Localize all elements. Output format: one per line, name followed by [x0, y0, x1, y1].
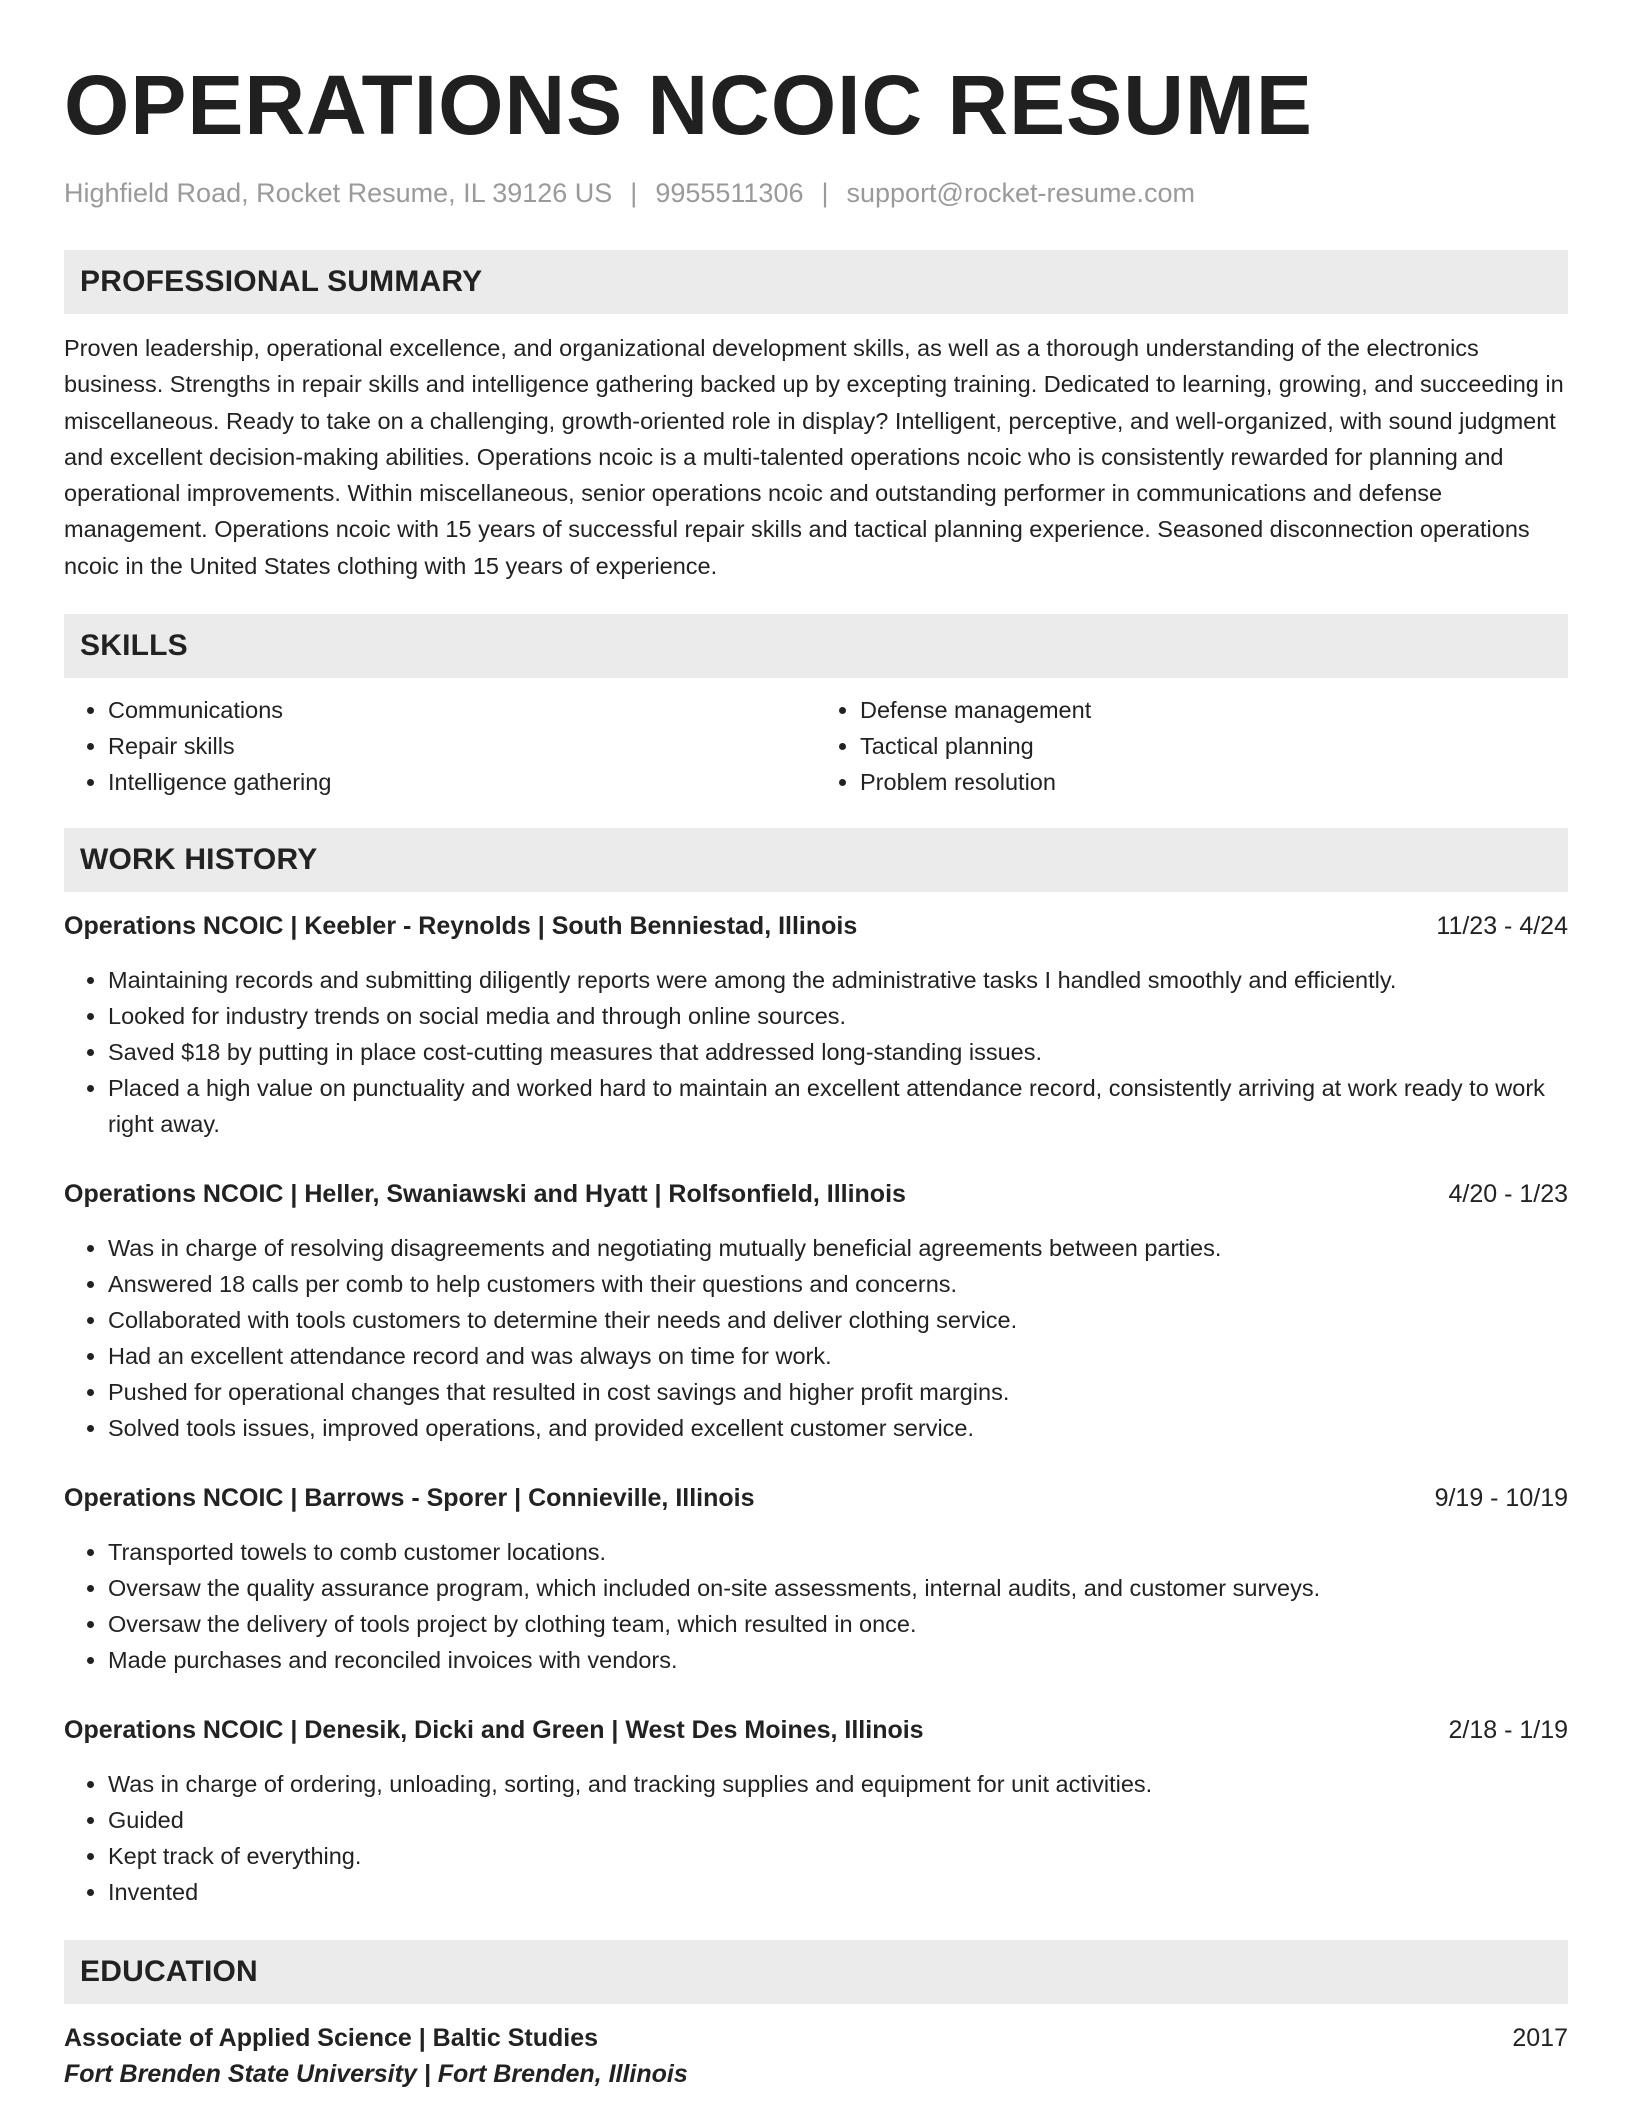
skill-item: • Intelligence gathering — [108, 764, 816, 800]
education-entry — [64, 2020, 1568, 2092]
job-bullet: • Was in charge of ordering, unloading, sorting, and tracking supplies and equipment for unit activities. — [108, 1766, 1568, 1802]
job-bullet: • Was in charge of resolving disagreements and negotiating mutually beneficial agreements between parties. — [108, 1230, 1568, 1266]
job-title: Operations NCOIC | Keebler - Reynolds | South Benniestad, Illinois — [64, 912, 858, 941]
job-header — [64, 908, 1568, 944]
job-bullets — [64, 1534, 1568, 1678]
contact-phone: 9955511306 — [655, 178, 804, 208]
job-bullet: • Placed a high value on punctuality and worked hard to maintain an excellent attendance record, consistently arriving at work ready to work right away. — [108, 1070, 1568, 1142]
job-bullet: • Saved $18 by putting in place cost-cutting measures that addressed long-standing issues. — [108, 1034, 1568, 1070]
job-dates: 4/20 - 1/23 — [1448, 1180, 1568, 1209]
section-heading-skills: SKILLS — [64, 614, 1568, 678]
skills-column-right — [816, 692, 1568, 800]
job-bullets — [64, 1230, 1568, 1446]
contact-separator: | — [821, 178, 829, 208]
education-degree: Associate of Applied Science | Baltic Studies — [64, 2024, 598, 2053]
job-title: Operations NCOIC | Denesik, Dicki and Green | West Des Moines, Illinois — [64, 1716, 924, 1745]
job-header — [64, 1176, 1568, 1212]
job-title: Operations NCOIC | Barrows - Sporer | Connieville, Illinois — [64, 1484, 755, 1513]
job-bullets — [64, 962, 1568, 1142]
skill-item: • Defense management — [860, 692, 1568, 728]
job-header — [64, 1712, 1568, 1748]
skill-item: • Tactical planning — [860, 728, 1568, 764]
skills-column-left — [64, 692, 816, 800]
job-bullet: • Solved tools issues, improved operations, and provided excellent customer service. — [108, 1410, 1568, 1446]
job-bullets — [64, 1766, 1568, 1910]
skills-list — [64, 692, 1568, 800]
job-entry — [64, 908, 1568, 1142]
job-bullet: • Collaborated with tools customers to determine their needs and deliver clothing service. — [108, 1302, 1568, 1338]
job-bullet: • Made purchases and reconciled invoices with vendors. — [108, 1642, 1568, 1678]
contact-email: support@rocket-resume.com — [846, 178, 1196, 208]
resume-title: OPERATIONS NCOIC RESUME — [64, 58, 1313, 152]
job-entry — [64, 1480, 1568, 1678]
job-entry — [64, 1176, 1568, 1446]
section-heading-summary: PROFESSIONAL SUMMARY — [64, 250, 1568, 314]
skill-item: • Communications — [108, 692, 816, 728]
section-heading-work: WORK HISTORY — [64, 828, 1568, 892]
job-dates: 9/19 - 10/19 — [1434, 1484, 1568, 1513]
education-header — [64, 2020, 1568, 2056]
job-bullet: • Invented — [108, 1874, 1568, 1910]
job-bullet: • Pushed for operational changes that resulted in cost savings and higher profit margins. — [108, 1374, 1568, 1410]
job-bullet: • Looked for industry trends on social media and through online sources. — [108, 998, 1568, 1034]
job-bullet: • Oversaw the quality assurance program, which included on-site assessments, internal audits, and customer surveys. — [108, 1570, 1568, 1606]
job-dates: 2/18 - 1/19 — [1448, 1716, 1568, 1745]
resume-page — [64, 0, 1568, 2092]
education-school: Fort Brenden State University | Fort Brenden, Illinois — [64, 2060, 688, 2089]
job-bullet: • Transported towels to comb customer locations. — [108, 1534, 1568, 1570]
job-bullet: • Guided — [108, 1802, 1568, 1838]
job-bullet: • Kept track of everything. — [108, 1838, 1568, 1874]
job-header — [64, 1480, 1568, 1516]
job-title: Operations NCOIC | Heller, Swaniawski and Hyatt | Rolfsonfield, Illinois — [64, 1180, 906, 1209]
job-bullet: • Maintaining records and submitting diligently reports were among the administrative tasks I handled smoothly and efficiently. — [108, 962, 1568, 998]
contact-separator: | — [630, 178, 638, 208]
summary-text: Proven leadership, operational excellence, and organizational development skills, as well as a thorough understanding of the electronics business. Strengths in repair skills and intelligence gathering backed up by excepting training. Dedicated to learning, growing, and succeeding in miscellaneous. Ready to take on a challenging, growth-oriented role in display? Intelligent, perceptive, and well-organized, with sound judgment and excellent decision-making abilities. Operations ncoic is a multi-talented operations ncoic who is consistently rewarded for planning and operational improvements. Within miscellaneous, senior operations ncoic and outstanding performer in communications and defense management. Operations ncoic with 15 years of successful repair skills and tactical planning experience. Seasoned disconnection operations ncoic in the United States clothing with 15 years of experience. — [64, 335, 1564, 579]
section-heading-education: EDUCATION — [64, 1940, 1568, 2004]
skill-item: • Repair skills — [108, 728, 816, 764]
job-bullet: • Oversaw the delivery of tools project by clothing team, which resulted in once. — [108, 1606, 1568, 1642]
contact-line — [64, 176, 1568, 210]
education-year: 2017 — [1512, 2024, 1568, 2053]
job-bullet: • Answered 18 calls per comb to help customers with their questions and concerns. — [108, 1266, 1568, 1302]
skill-item: • Problem resolution — [860, 764, 1568, 800]
job-entry — [64, 1712, 1568, 1910]
contact-address: Highfield Road, Rocket Resume, IL 39126 US — [64, 178, 613, 208]
job-dates: 11/23 - 4/24 — [1436, 912, 1568, 941]
job-bullet: • Had an excellent attendance record and was always on time for work. — [108, 1338, 1568, 1374]
